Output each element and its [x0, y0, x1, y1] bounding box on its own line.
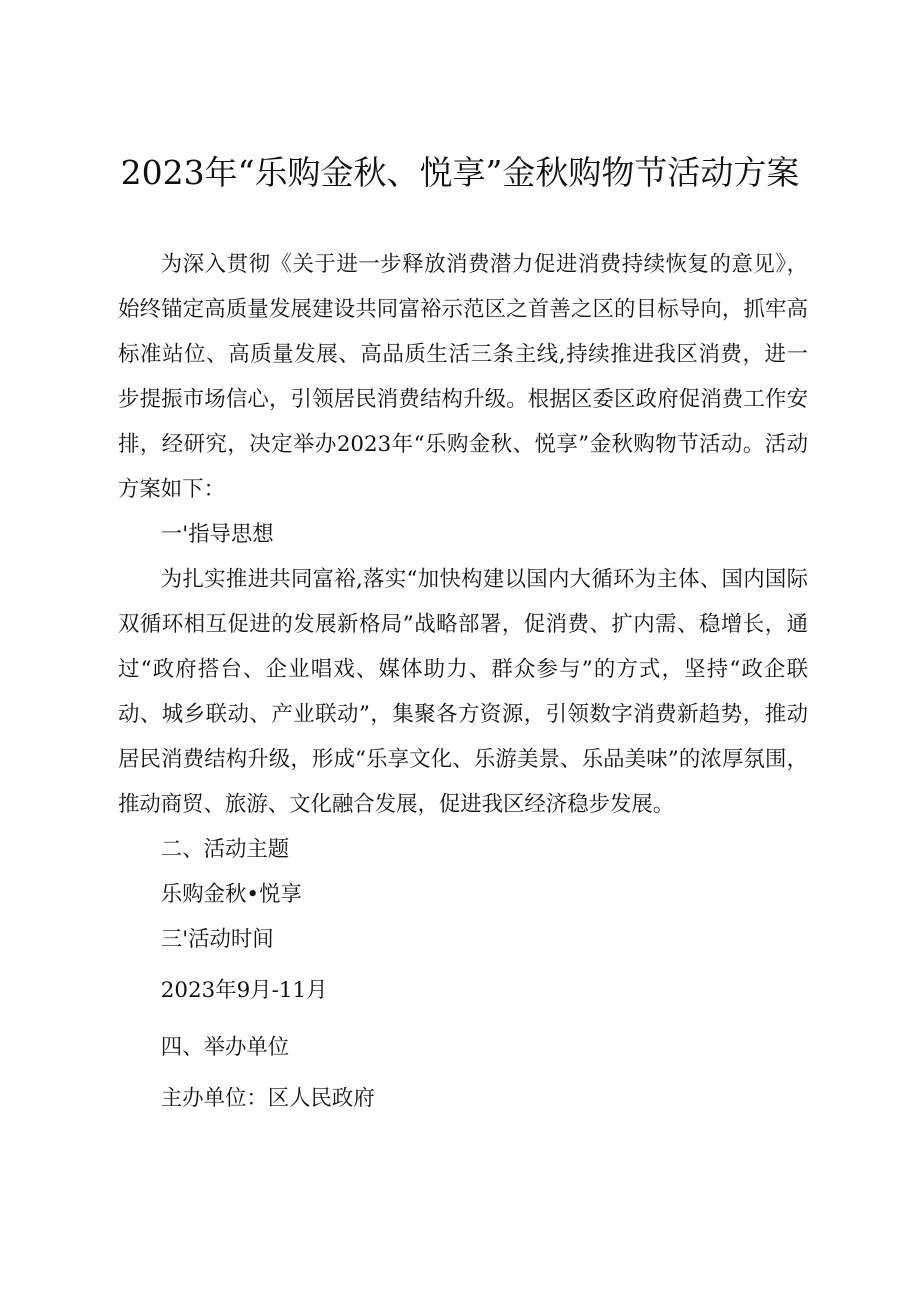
section3-content: 2023年9月-11月 [160, 978, 328, 1003]
section4-content: 主办单位：区人民政府 [160, 1086, 375, 1111]
section3-heading: 三'活动时间 [160, 927, 274, 952]
intro-block [118, 242, 808, 1121]
section2-heading: 二、活动主题 [160, 837, 290, 862]
section1-heading: 一'指导思想 [160, 522, 274, 547]
intro-paragraph: 为深入贯彻《关于进一步释放消费潜力促进消费持续恢复的意见》，始终锚定高质量发展建设共同富裕示范区之首善之区的目标导向，抓牢高标准站位、高质量发展、高品质生活三条主线,持续推进我区消费，进一步提振市场信心，引领居民消费结构升级。根据区委区政府促消费工作安排，经研究，决定举办2023年“乐购金秋、悦享”金秋购物节活动。活动方案如下： [118, 252, 808, 502]
document-title: 2023年“乐购金秋、悦享”金秋购物节活动方案 [120, 153, 800, 192]
section2-content: 乐购金秋•悦享 [160, 882, 302, 907]
section1-paragraph: 为扎实推进共同富裕,落实“加快构建以国内大循环为主体、国内国际双循环相互促进的发展新格局”战略部署，促消费、扩内需、稳增长，通过“政府搭台、企业唱戏、媒体助力、群众参与”的方式，坚持“政企联动、城乡联动、产业联动”，集聚各方资源，引领数字消费新趋势，推动居民消费结构升级，形成“乐享文化、乐游美景、乐品美味”的浓厚氛围，推动商贸、旅游、文化融合发展，促进我区经济稳步发展。 [118, 567, 808, 817]
section4-heading: 四、举办单位 [160, 1035, 290, 1060]
